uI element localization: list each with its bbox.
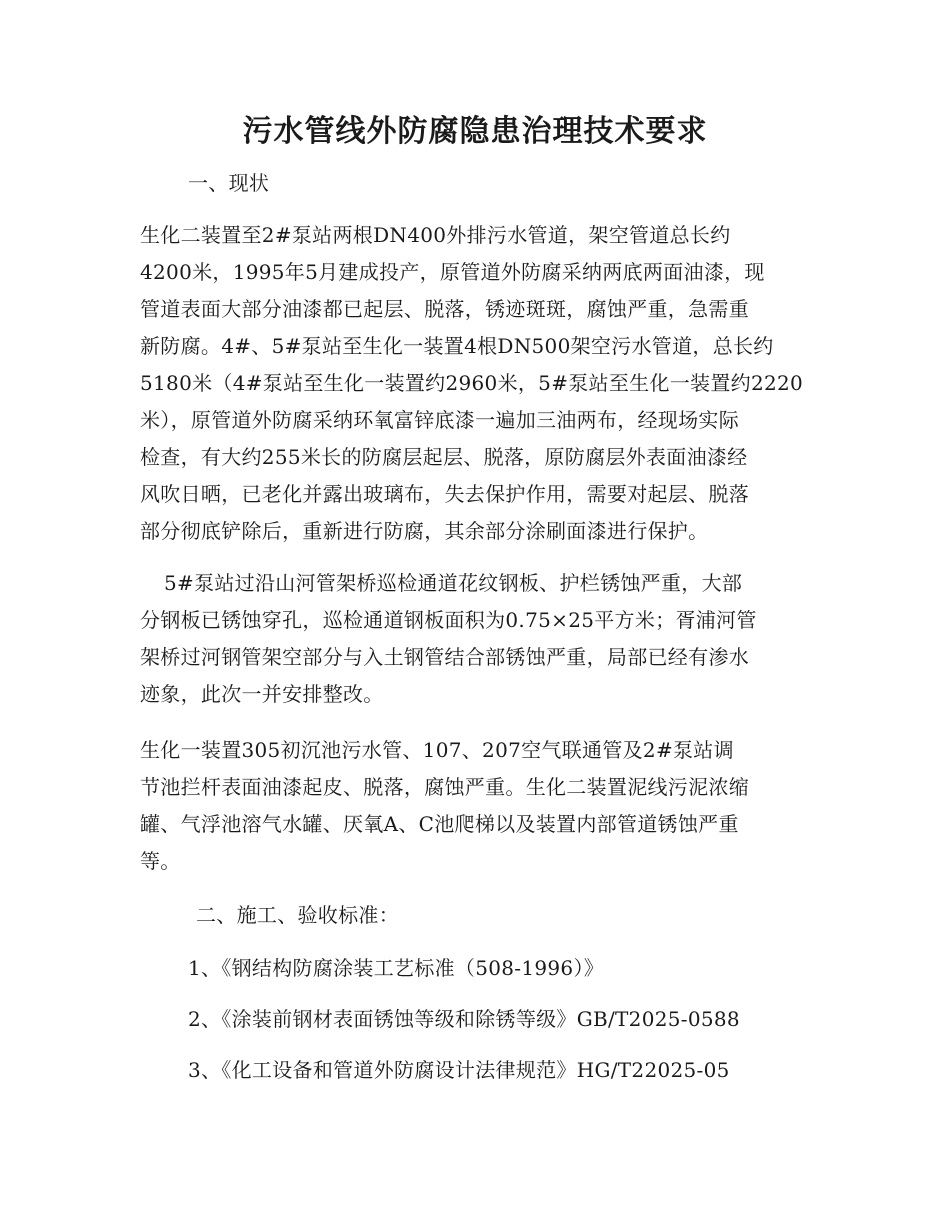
paragraph-line: 管道表面大部分油漆都已起层、脱落，锈迹斑斑，腐蚀严重，急需重 [140, 297, 749, 321]
paragraph-line: 节池拦杆表面油漆起皮、脱落，腐蚀严重。生化二装置泥线污泥浓缩 [140, 775, 749, 799]
paragraph-line: 检查，有大约255米长的防腐层起层、脱落，原防腐层外表面油漆经 [140, 445, 748, 469]
standard-item: 2、《涂装前钢材表面锈蚀等级和除锈等级》GB/T2025-0588 [188, 1007, 740, 1031]
paragraph-line: 新防腐。4#、5#泵站至生化一装置4根DN500架空污水管道，总长约 [140, 334, 774, 358]
standard-item: 1、《钢结构防腐涂装工艺标准（508-1996）》 [188, 956, 605, 980]
paragraph-line: 分钢板已锈蚀穿孔，巡检通道钢板面积为0.75×25平方米；胥浦河管 [140, 608, 757, 632]
document-title: 污水管线外防腐隐患治理技术要求 [242, 114, 708, 149]
paragraph-line: 架桥过河钢管架空部分与入土钢管结合部锈蚀严重，局部已经有渗水 [140, 645, 749, 669]
paragraph-line: 部分彻底铲除后，重新进行防腐，其余部分涂刷面漆进行保护。 [140, 519, 709, 543]
paragraph-line: 米），原管道外防腐采纳环氧富锌底漆一遍加三油两布，经现场实际 [140, 408, 739, 432]
paragraph-line: 风吹日晒，已老化并露出玻璃布，失去保护作用，需要对起层、脱落 [140, 482, 749, 506]
paragraph-line: 罐、气浮池溶气水罐、厌氧A、C池爬梯以及装置内部管道锈蚀严重 [140, 812, 739, 836]
paragraph-line: 等。 [140, 849, 181, 873]
paragraph-line: 生化二装置至2#泵站两根DN400外排污水管道，架空管道总长约 [140, 223, 731, 247]
section-heading-standards: 二、施工、验收标准： [196, 903, 399, 927]
paragraph-line: 生化一装置305初沉池污水管、107、207空气联通管及2#泵站调 [140, 738, 734, 762]
paragraph-line: 迹象，此次一并安排整改。 [140, 682, 384, 706]
paragraph-line: 5#泵站过沿山河管架桥巡检通道花纹钢板、护栏锈蚀严重，大部 [164, 571, 743, 595]
section-heading-status: 一、现状 [188, 171, 270, 195]
paragraph-line: 4200米，1995年5月建成投产，原管道外防腐采纳两底两面油漆，现 [140, 260, 765, 284]
standard-item: 3、《化工设备和管道外防腐设计法律规范》HG/T22025-05 [188, 1058, 730, 1082]
paragraph-line: 5180米（4#泵站至生化一装置约2960米，5#泵站至生化一装置约2220 [140, 371, 804, 395]
